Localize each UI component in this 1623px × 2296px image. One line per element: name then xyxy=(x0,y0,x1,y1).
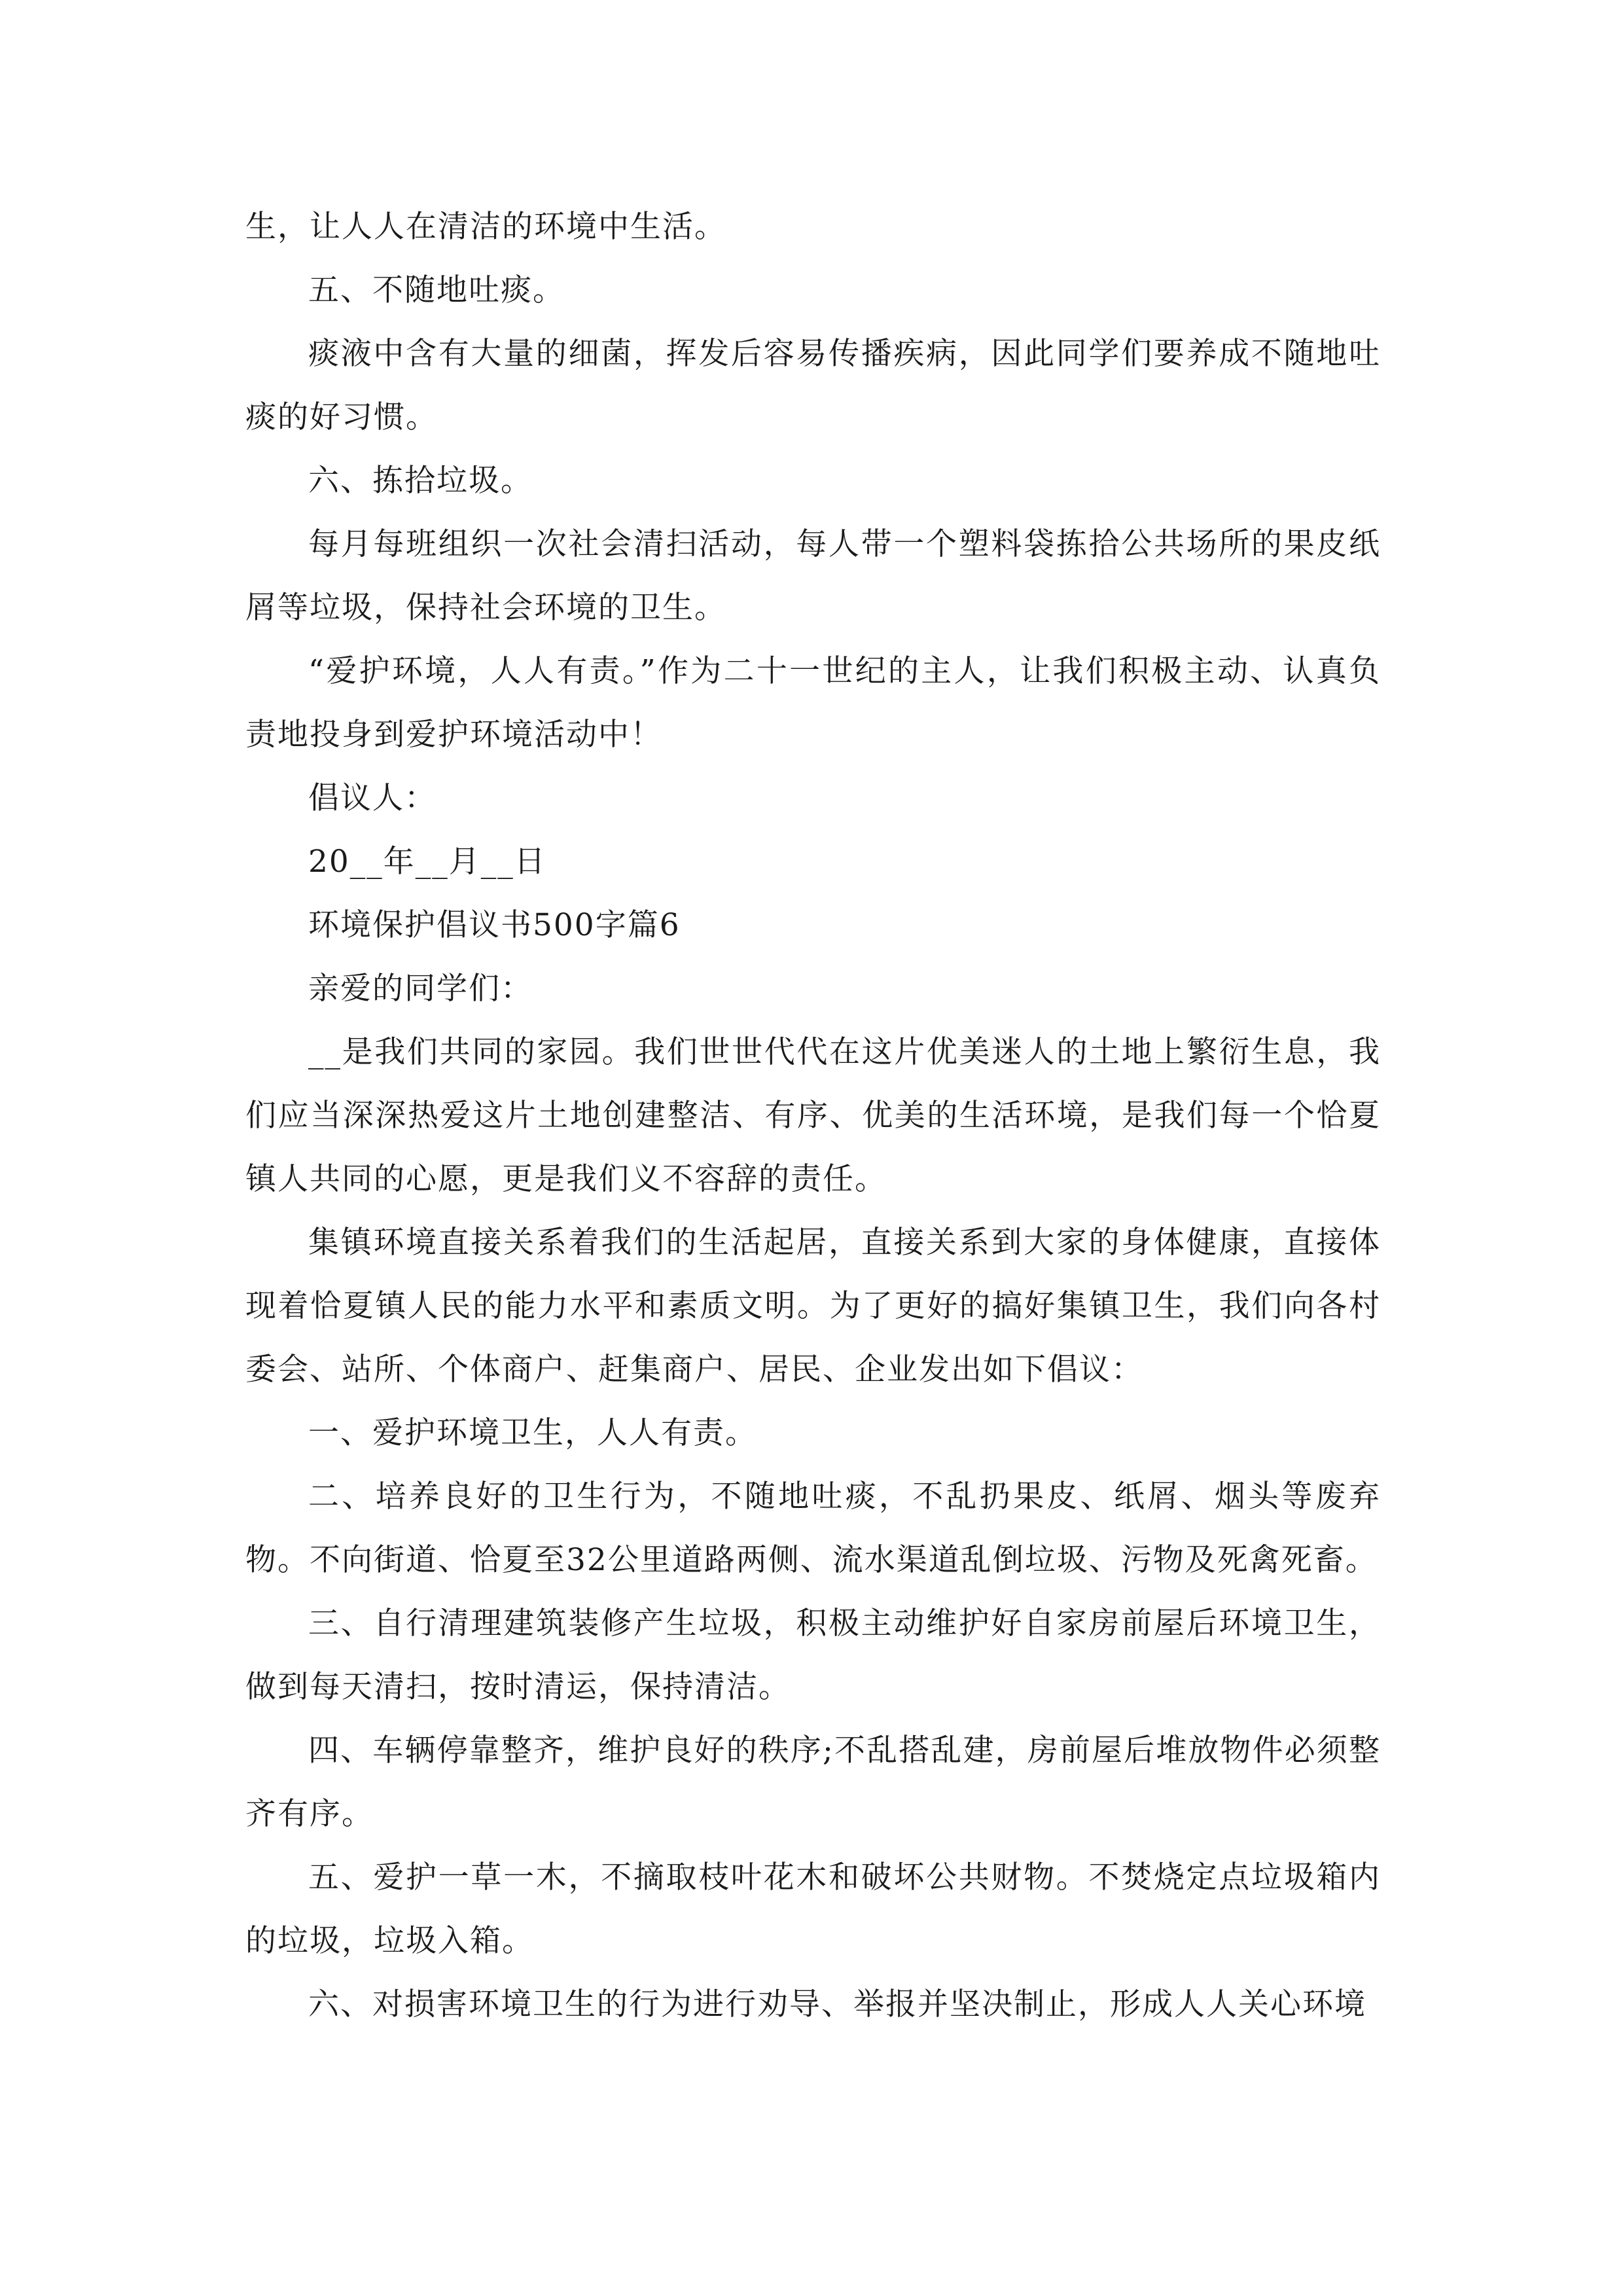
paragraph-proposal-4: 四、车辆停靠整齐，维护良好的秩序;不乱搭乱建，房前屋后堆放物件必须整齐有序。 xyxy=(245,1732,1381,1832)
document-body xyxy=(245,195,1381,2036)
paragraph-proposal-2: 二、培养良好的卫生行为，不随地吐痰，不乱扔果皮、纸屑、烟头等废弃物。不向街道、恰夏至32公里道路两侧、流水渠道乱倒垃圾、污物及死禽死畜。 xyxy=(245,1479,1381,1578)
paragraph-item-5-heading: 五、不随地吐痰。 xyxy=(308,272,565,308)
paragraph-item-5-body: 痰液中含有大量的细菌，挥发后容易传播疾病，因此同学们要养成不随地吐痰的好习惯。 xyxy=(245,336,1381,435)
paragraph-salutation: 亲爱的同学们： xyxy=(308,971,533,1007)
paragraph-continuation: 生，让人人在清洁的环境中生活。 xyxy=(245,209,726,245)
paragraph-date: 20__年__月__日 xyxy=(308,844,546,880)
paragraph-proposal-3: 三、自行清理建筑装修产生垃圾，积极主动维护好自家房前屋后环境卫生，做到每天清扫，按时清运，保持清洁。 xyxy=(245,1605,1381,1705)
section-title: 环境保护倡议书500字篇6 xyxy=(308,907,681,943)
paragraph-intro: __是我们共同的家园。我们世世代代在这片优美迷人的土地上繁衍生息，我们应当深深热爱这片土地创建整洁、有序、优美的生活环境，是我们每一个恰夏镇人共同的心愿，更是我们义不容辞的责任。 xyxy=(245,1034,1381,1197)
paragraph-item-6-body: 每月每班组织一次社会清扫活动，每人带一个塑料袋拣拾公共场所的果皮纸屑等垃圾，保持社会环境的卫生。 xyxy=(245,526,1381,626)
paragraph-proposal-1: 一、爱护环境卫生，人人有责。 xyxy=(308,1415,757,1451)
paragraph-proposal-5: 五、爱护一草一木，不摘取枝叶花木和破坏公共财物。不焚烧定点垃圾箱内的垃圾，垃圾入箱。 xyxy=(245,1859,1381,1959)
paragraph-proposal-6: 六、对损害环境卫生的行为进行劝导、举报并坚决制止，形成人人关心环境 xyxy=(308,1986,1366,2022)
paragraph-signature: 倡议人： xyxy=(308,780,437,816)
paragraph-item-6-heading: 六、拣拾垃圾。 xyxy=(308,463,533,499)
paragraph-context: 集镇环境直接关系着我们的生活起居，直接关系到大家的身体健康，直接体现着恰夏镇人民的能力水平和素质文明。为了更好的搞好集镇卫生，我们向各村委会、站所、个体商户、赶集商户、居民、企业发出如下倡议： xyxy=(245,1225,1381,1388)
paragraph-closing-call: “爱护环境，人人有责。”作为二十一世纪的主人，让我们积极主动、认真负责地投身到爱护环境活动中！ xyxy=(245,653,1381,753)
